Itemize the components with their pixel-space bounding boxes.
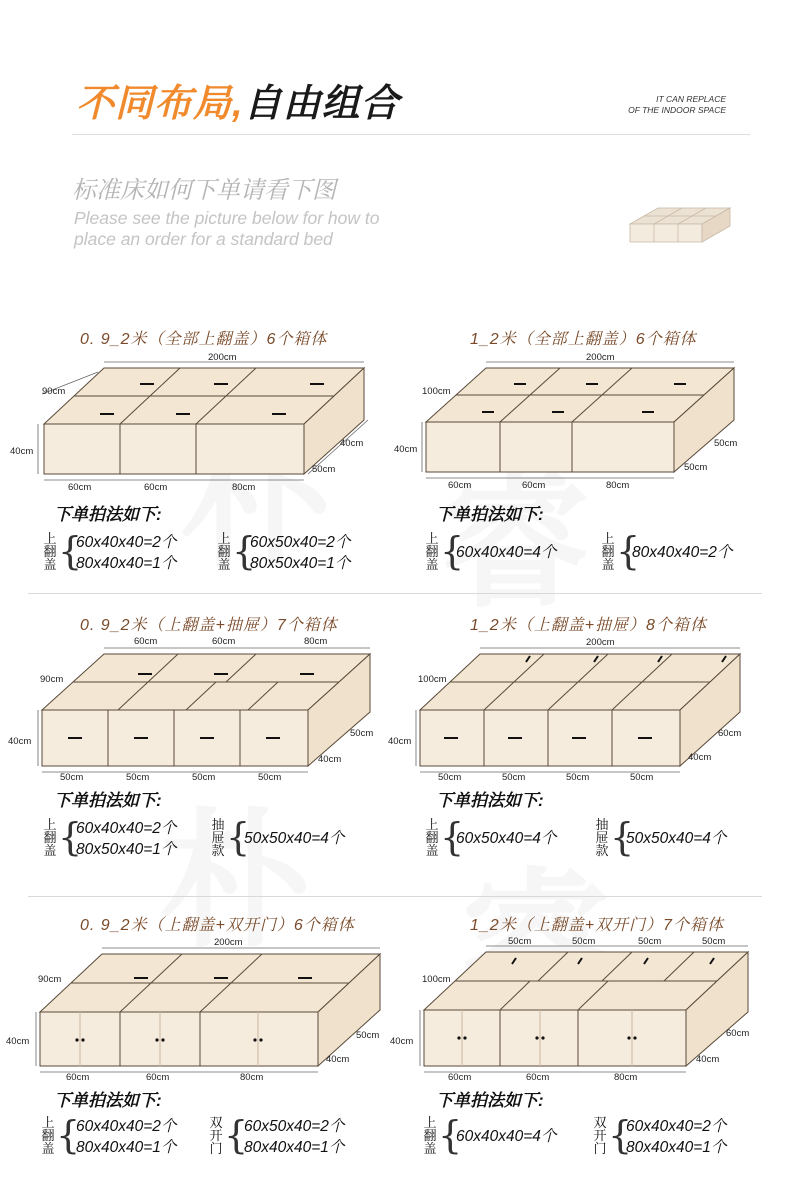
intro-en-line1: Please see the picture below for how to (74, 208, 380, 228)
dim-bottom: 60cm (526, 1072, 550, 1083)
formula-list: 60x50x40=2个 80x40x40=1个 (244, 1118, 345, 1156)
brace: { (610, 815, 635, 859)
group-label: 上 翻 盖 (217, 531, 231, 572)
bed-diagram-6 (388, 932, 760, 1084)
dim-bottom: 50cm (566, 772, 590, 783)
dim-bottom: 60cm (146, 1072, 170, 1083)
dim-height: 40cm (394, 444, 418, 455)
dim-side1: 50cm (350, 728, 374, 739)
dim-top: 200cm (586, 352, 615, 363)
dim-bottom: 80cm (240, 1072, 264, 1083)
dim-side2: 40cm (318, 754, 342, 765)
dim-side1: 60cm (726, 1028, 750, 1039)
group-label: 双 开 门 (209, 1115, 223, 1156)
intro-en (74, 208, 379, 250)
group-label: 上 翻 盖 (43, 817, 57, 858)
brace: { (224, 1113, 249, 1157)
dim-height: 40cm (8, 736, 32, 747)
order-heading: 下单拍法如下: (436, 791, 544, 810)
group-label: 上 翻 盖 (425, 817, 439, 858)
brace: { (58, 815, 83, 859)
order-heading: 下单拍法如下: (54, 505, 162, 524)
dim-depth: 90cm (40, 674, 64, 685)
order-heading: 下单拍法如下: (54, 791, 162, 810)
dim-height: 40cm (388, 736, 412, 747)
order-heading: 下单拍法如下: (436, 1091, 544, 1110)
brace: { (440, 529, 465, 573)
dim-bottom: 50cm (192, 772, 216, 783)
dim-bottom: 60cm (448, 480, 472, 491)
bed-thumbnail-illustration (626, 204, 736, 246)
group-label: 抽 屉 款 (211, 817, 225, 858)
group-label: 上 翻 盖 (425, 531, 439, 572)
dim-top: 80cm (304, 636, 328, 647)
dim-bottom: 50cm (438, 772, 462, 783)
title-part1: 不同布局, (76, 83, 244, 125)
dim-height: 40cm (6, 1036, 30, 1047)
section-title: 1_2米（上翻盖+双开门）7个箱体 (470, 917, 724, 934)
dim-side2: 50cm (312, 464, 336, 475)
dim-top: 60cm (134, 636, 158, 647)
dim-side1: 60cm (718, 728, 742, 739)
dim-bottom: 60cm (66, 1072, 90, 1083)
formula-list: 60x40x40=2个 80x40x40=1个 (76, 534, 177, 572)
dim-top: 200cm (208, 352, 237, 363)
order-heading: 下单拍法如下: (54, 1091, 162, 1110)
dim-bottom: 50cm (502, 772, 526, 783)
section-title: 1_2米（上翻盖+抽屉）8个箱体 (470, 617, 707, 634)
section-title: 1_2米（全部上翻盖）6个箱体 (470, 331, 697, 348)
side-english-tagline (628, 94, 726, 116)
intro-en-line2: place an order for a standard bed (74, 229, 333, 249)
order-heading: 下单拍法如下: (436, 505, 544, 524)
dim-bottom: 50cm (60, 772, 84, 783)
formula-list: 60x40x40=2个 80x40x40=1个 (626, 1118, 727, 1156)
bed-diagram-2 (392, 344, 764, 494)
bed-diagram-3 (8, 632, 380, 784)
dim-bottom: 50cm (630, 772, 654, 783)
formula-list: 50x50x40=4个 (244, 830, 345, 847)
dim-bottom: 50cm (258, 772, 282, 783)
dim-top: 50cm (572, 936, 596, 947)
formula-list: 60x50x40=2个 80x50x40=1个 (250, 534, 351, 572)
side-en-line2: OF THE INDOOR SPACE (628, 105, 726, 115)
dim-height: 40cm (10, 446, 34, 457)
section-title: 0. 9_2米（上翻盖+双开门）6个箱体 (80, 917, 355, 934)
formula-list: 60x40x40=4个 (456, 544, 557, 561)
dim-depth: 90cm (38, 974, 62, 985)
dim-height: 40cm (390, 1036, 414, 1047)
group-label: 上 翻 盖 (43, 531, 57, 572)
dim-depth: 100cm (422, 386, 451, 397)
section-divider (28, 896, 762, 897)
brace: { (440, 815, 465, 859)
dim-bottom: 60cm (448, 1072, 472, 1083)
bed-diagram-5 (6, 932, 384, 1084)
dim-bottom: 50cm (126, 772, 150, 783)
dim-top: 200cm (586, 637, 615, 648)
dim-depth: 100cm (418, 674, 447, 685)
group-label: 双 开 门 (593, 1115, 607, 1156)
dim-depth: 90cm (42, 386, 66, 397)
dim-side2: 40cm (696, 1054, 720, 1065)
brace: { (608, 1113, 633, 1157)
formula-list: 50x50x40=4个 (626, 830, 727, 847)
section-title: 0. 9_2米（全部上翻盖）6个箱体 (80, 331, 328, 348)
brace: { (226, 815, 251, 859)
formula-list: 60x40x40=2个 80x50x40=1个 (76, 820, 177, 858)
dim-side1: 50cm (356, 1030, 380, 1041)
brace: { (58, 529, 83, 573)
group-label: 上 翻 盖 (601, 531, 615, 572)
dim-top: 50cm (508, 936, 532, 947)
dim-side1: 50cm (714, 438, 738, 449)
side-en-line1: IT CAN REPLACE (656, 94, 726, 104)
dim-top: 60cm (212, 636, 236, 647)
formula-list: 60x50x40=4个 (456, 830, 557, 847)
dim-bottom: 60cm (68, 482, 92, 493)
dim-top: 200cm (214, 937, 243, 948)
dim-top: 50cm (702, 936, 726, 947)
brace: { (616, 529, 641, 573)
bed-diagram-1 (8, 344, 380, 494)
dim-top: 50cm (638, 936, 662, 947)
dim-side2: 40cm (688, 752, 712, 763)
brace: { (438, 1113, 463, 1157)
title-part2: 自由组合 (243, 83, 400, 125)
dim-side2: 50cm (684, 462, 708, 473)
brace: { (232, 529, 257, 573)
dim-bottom: 60cm (144, 482, 168, 493)
brace: { (56, 1113, 81, 1157)
bed-diagram-4 (388, 632, 760, 784)
dim-side2: 40cm (326, 1054, 350, 1065)
dim-side1: 40cm (340, 438, 364, 449)
group-label: 上 翻 盖 (41, 1115, 55, 1156)
intro-cn: 标准床如何下单请看下图 (72, 177, 336, 204)
dim-bottom: 80cm (232, 482, 256, 493)
dim-bottom: 80cm (614, 1072, 638, 1083)
section-divider (28, 593, 762, 594)
formula-list: 80x40x40=2个 (632, 544, 733, 561)
page-title (76, 72, 400, 127)
formula-list: 60x40x40=4个 (456, 1128, 557, 1145)
group-label: 抽 屉 款 (595, 817, 609, 858)
dim-bottom: 80cm (606, 480, 630, 491)
dim-depth: 100cm (422, 974, 451, 985)
group-label: 上 翻 盖 (423, 1115, 437, 1156)
dim-bottom: 60cm (522, 480, 546, 491)
header-rule (72, 134, 750, 135)
formula-list: 60x40x40=2个 80x40x40=1个 (76, 1118, 177, 1156)
section-title: 0. 9_2米（上翻盖+抽屉）7个箱体 (80, 617, 338, 634)
